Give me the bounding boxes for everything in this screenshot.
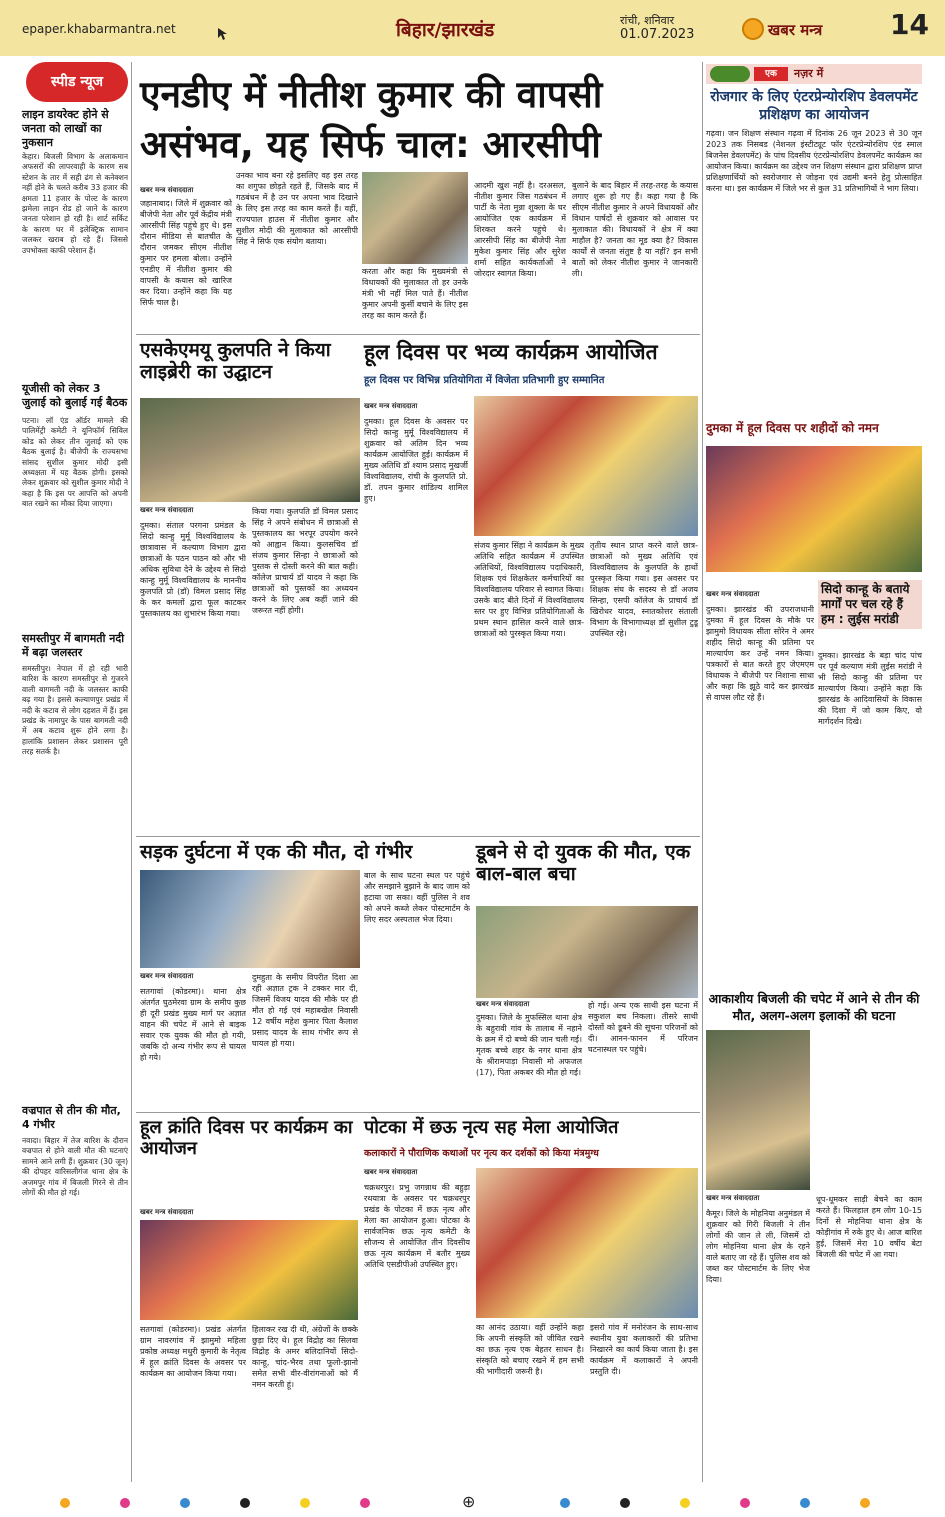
sidebar-headline: यूजीसी को लेकर 3 जुलाई को बुलाई गई बैठक [22, 382, 128, 409]
cursor-icon [218, 28, 228, 40]
article-text: करता और कहा कि मुख्यमंत्री से विधायकों की मुलाकात तो हर उनके मंत्री भी नहीं मिल पाते हैं। नीतीश कुमार अपनी कुर्सी बचाने के लिए इस तरह का काम करते हैं। [362, 267, 468, 320]
article-subhead: कलाकारों ने पौराणिक कथाओं पर नृत्य कर दर्शकों को किया मंत्रमुग्ध [364, 1148, 599, 1159]
speed-news-badge: स्पीड न्यूज [26, 62, 128, 102]
date-block [620, 14, 694, 42]
edition-title: बिहार/झारखंड [396, 19, 495, 41]
color-dot [620, 1498, 630, 1508]
section-divider [136, 836, 700, 837]
city-day: रांची, शनिवार [620, 14, 675, 27]
article-text: हिलाकर रख दी थी, अंग्रेजों के छक्के छुड़ा दिए थे। हूल विद्रोह का सिलवा विद्रोह के अमर बलिदानियों सिदो-कान्हू, चांद-भैरव तथा फूलो-झानो समेत सभी वीर-वीरांगनाओं को मैं नमन करती हूं। [252, 1325, 358, 1389]
article-text: धूप-धूमकर साड़ी बेचने का काम करते हैं। फिलहाल हम लोग 10-15 दिनों से मोहनिया थाना क्षेत्र के कोड़ीगांव में रुके हुए थे। आज बारिश हुई, जिसमें मेरा 10 वर्षीय बेटा बिजली की चपेट में आ गया। [816, 1195, 922, 1259]
article-text: दुमका। संताल परगना प्रमंडल के सिदो कान्हु मुर्मू विश्वविद्यालय के छात्रावास में कल्याण विभाग द्वारा छात्राओं के पठन पाठन को और भी अधिक सुविधा देने के उद्देश्य से सिदो कान्हु मुर्मू विश्वविद्यालय के माननीय कुलपति प्रो (डॉ) विमल प्रसाद सिंह के कर कमलों द्वारा फूल काटकर पुस्तकालय का शुभारंभ किया गया। [140, 521, 246, 618]
event-photo [140, 1220, 358, 1320]
accident-photo [140, 870, 360, 968]
color-dot [180, 1498, 190, 1508]
article-text: बुलाने के बाद बिहार में तरह-तरह के कयास लगाए शुरू हो गए हैं। कहा गया है कि सीएम नीतीश कुमार ने अपने विधायकों और विधान पार्षदों से शुक्रवार को आवास पर मुलाकात की। विधायकों ने क्षेत्र में क्या माहौल है? जनता का मूड क्या है? विकास कार्यों से जनता संतुष्ट है या नहीं? इन सभी बातों को लेकर नीतीश कुमार ने जानकारी ली। [572, 181, 698, 278]
byline: खबर मन्त्र संवाददाता [140, 506, 194, 514]
article-headline: सिदो कान्हू के बताये मार्गों पर चल रहे हैं हम : लुईस मरांडी [818, 580, 922, 629]
sidebar-text: नवादा। बिहार में तेज बारिश के दौरान वज्रपात से होने वाली मौत की घटनाएं सामने आने लगी हैं। शुक्रवार (30 जून) की दोपहर वारिसलीगंज थाना क्षेत्र के अजमपुर गांव में बिजली गिरने से तीन लोगों की मौत हो गई। [22, 1136, 128, 1198]
byline: खबर मन्त्र संवाददाता [706, 590, 760, 598]
eye-icon [710, 66, 750, 82]
article-text: दुमहुता के समीप विपरीत दिशा आ रही अज्ञात ट्रक ने टक्कर मार दी, जिसमें विजय यादव की मौके पर ही मौत हो गई एवं महाबखेल निवासी 12 वर्षीय महेश कुमार पिता कैलाश प्रसाद यादव के साथ गंभीर रूप से घायल हो गया। [252, 973, 358, 1048]
portrait-photo [362, 172, 468, 264]
brand-logo-icon [742, 18, 764, 40]
sidebar-headline: वज्रपात से तीन की मौत, 4 गंभीर [22, 1104, 121, 1131]
color-dot [120, 1498, 130, 1508]
tribute-photo [706, 446, 922, 572]
sidebar-text: समस्तीपुर। नेपाल में हो रही भारी बारिश के कारण समस्तीपुर से गुजरने वाली बागमती नदी के जलस्तर काफी बढ़ गया है। इससे कल्याणपुर प्रखंड में नदी के कटाव से लोग दहशत में हैं। इस प्रखंड के नामापुर के पास बागमती नदी में अब कटाव शुरू होने लगा है। हालांकि प्रशासन लेकर प्रशासन पूरी तरह सतर्क है। [22, 664, 128, 757]
article-text: किया गया। कुलपति डॉ विमल प्रसाद सिंह ने अपने संबोधन में छात्राओं से पुस्तकालय का भरपूर उपयोग करने को आह्वान किया। कुलसचिव डॉ संजय कुमार सिन्हा ने छात्राओं को पुस्तक से दोस्ती करने की बात कही। कॉलेज प्राचार्य डॉ यादव ने कहा कि छात्राओं को पुस्तकों का अध्ययन करने के लिए अब कहीं जाने की जरूरत नहीं होगी। [252, 507, 358, 615]
sidebar-headline: लाइन डायरेक्ट होने से जनता को लाखों का नुकसान [22, 108, 109, 149]
site-url[interactable]: epaper.khabarmantra.net [22, 22, 176, 36]
issue-date: 01.07.2023 [620, 27, 695, 42]
article-text: दुमका। झारखंड की उपराजधानी दुमका में हूल दिवस के मौके पर झामुमो विधायक सीता सोरेन ने अमर शहीद सिदो कान्हू की प्रतिमा पर माल्यार्पण कर उन्हें नमन किया। पत्रकारों से बात करते हुए जेएमएम विधायक ने बीजेपी पर निशाना साधा और कहा कि झूठे वादे कर झारखंड से वापस लौट रहे हैं। [706, 605, 814, 702]
article-text: गढ़वा। जन शिक्षण संस्थान गढ़वा में दिनांक 26 जून 2023 से 30 जून 2023 तक निसबड (नेशनल इंस्टीट्यूट फॉर एंटरप्रेन्योरशिप एंड स्माल बिजनेस डेवलपमेंट) के पांच दिवसीय एंटरप्रेन्योरशिप डेवलपमेंट कार्यक्रम का आयोजन किया। कार्यक्रम का उद्देश्य जन शिक्षण संस्थान द्वारा प्रशिक्षण प्राप्त प्रशिक्षणार्थियों को स्वरोजगार से जोड़ना एवं उद्यमी बनने हेतु प्रोत्साहित करना था। इस कार्यक्रम में जिले भर से कुल 31 प्रतिभागियों ने भाग लिया। [706, 129, 922, 193]
article-headline: रोजगार के लिए एंटरप्रेन्योरशिप डेवलपमेंट प्रशिक्षण का आयोजन [710, 89, 918, 123]
color-dot [740, 1498, 750, 1508]
column-divider [131, 62, 132, 1482]
article-text: जहानाबाद। जिले में शुक्रवार को बीजेपी नेता और पूर्व केंद्रीय मंत्री आरसीपी सिंह पहुंचे हुए थे। इस दौरान मीडिया से बातचीत के दौरान जमकर सीएम नीतीश कुमार पर हमला बोला। उन्होंने एनडीए में नीतीश कुमार की वापसी के कयास को खारिज कर दिया। उन्होंने कहा कि यह सिर्फ चाल है। [140, 199, 232, 307]
sidebar-text: पटना। लॉ एंड ऑर्डर मामले की पालिमेंट्री कमेटी ने यूनिफॉर्म सिविल कोड को लेकर तीन जुलाई को एक बैठक बुलाई है। बीजेपी के राज्यसभा सांसद सुशील कुमार मोदी इसी अध्यक्षता में यह बैठक होगी। इसको लेकर शुक्रवार को सुशील कुमार मोदी ने कहा है कि इस पर आपत्ति को अपनी बात रखने का मौका दिया जाएगा। [22, 416, 128, 509]
brand-name: खबर मन्त्र [768, 21, 823, 39]
main-headline: एनडीए में नीतीश कुमार की वापसी असंभव, यह सिर्फ चाल: आरसीपी [140, 73, 603, 166]
sidebar-text: केहार। बिजली विभाग के अलाकमान अफसरों की लापरवाही के कारण सब स्टेशन के तार में सही ढंग से कनेक्शन नहीं होने के चलते करीब 33 हजार की क्षमता 11 हजार के पोल्ट के कारण झमेला लाइन रोड हो जाने के कारण जनता परेशान हो रही है। शार्ट सर्किट के कारण घर में इलेक्ट्रिक सामान जलकर खराब हो रहे हैं। जिससे उपभोक्ता काफी परेशान हैं। [22, 152, 128, 255]
article-text: कैमूर। जिले के मोहनिया अनुमंडल में शुक्रवार को गिरी बिजली ने तीन लोगों की जान ले ली, जिसमें दो लोग मोहनिया थाना क्षेत्र के रहने वाले बताए जा रहे हैं। पुलिस शव को जब्त कर पोस्टमार्टम के लिए भेज दिया। [706, 1209, 810, 1284]
byline: खबर मन्त्र संवाददाता [476, 1000, 530, 1008]
color-dot [240, 1498, 250, 1508]
sidebar-headline: समस्तीपुर में बागमती नदी में बढ़ा जलस्तर [22, 632, 125, 659]
article-text: इसरो गांव में मनोरंजन के साथ-साथ स्थानीय युवा कलाकारों की प्रतिभा निखारने का कार्य किया जाता है। इस कार्यक्रम में कलाकारों ने अपनी प्रस्तुति दी। [590, 1323, 698, 1376]
byline: खबर मन्त्र संवाददाता [364, 1168, 418, 1176]
byline: खबर मन्त्र संवाददाता [364, 402, 418, 410]
byline: खबर मन्त्र संवाददाता [706, 1194, 760, 1202]
article-text: चक्रधरपुर। प्रभु जगन्नाथ की बहुड़ा रथयात्रा के अवसर पर चक्रधरपुर प्रखंड के पोटका में छऊ नृत्य और मेला का आयोजन हुआ। पोटका के सार्वजनिक छऊ नृत्य कमेटी के सौजन्य से आयोजित तीन दिवसीय छऊ नृत्य कार्यक्रम में बतौर मुख्य अतिथि एसडीपीओ उपस्थित हुए। [364, 1183, 470, 1269]
article-headline: एसकेएमयू कुलपति ने किया लाइब्रेरी का उद्घाटन [140, 339, 331, 383]
registration-mark-icon: ⊕ [462, 1492, 476, 1511]
tag-ek: एक [754, 67, 788, 81]
article-headline: हूल दिवस पर भव्य कार्यक्रम आयोजित [364, 340, 658, 364]
article-text: आदमी खुश नहीं है। दरअसल, नीतीश कुमार जिस गठबंधन में पार्टी के नेता मुन्ना शुक्ला के घर आयोजित एक कार्यक्रम में शिरकत करने पहुंचे थे। आरसीपी सिंह का बीजेपी नेता मुकेश कुमार सिंह और सुरेश शर्मा सहित कार्यकर्ताओं ने जोरदार स्वागत किया। [474, 181, 566, 278]
library-photo [140, 398, 360, 502]
tag-label: नज़र में [794, 67, 824, 80]
article-subhead: हूल दिवस पर विभिन्न प्रतियोगिता में विजेता प्रतिभागी हुए सम्मानित [364, 375, 605, 386]
color-dot [680, 1498, 690, 1508]
article-text: दुमका। झारखंड के बड़ा चांद पांच पर पूर्व कल्याण मंत्री लुईस मरांडी ने भी सिदो कान्हु की प्रतिमा पर माल्यार्पण किया। उन्होंने कहा कि झारखंड के आदिवासियों के विकास की दिशा में जो काम किए, वो मार्गदर्शन दिखे। [818, 651, 922, 726]
article-headline: डूबने से दो युवक की मौत, एक बाल-बाल बचा [476, 841, 691, 885]
article-headline: सड़क दुर्घटना में एक की मौत, दो गंभीर [140, 841, 413, 863]
section-divider [136, 334, 700, 335]
article-headline: पोटका में छऊ नृत्य सह मेला आयोजित [364, 1117, 619, 1138]
color-dot [360, 1498, 370, 1508]
article-text: सतगावां (कोडरमा)। प्रखंड अंतर्गत ग्राम नावरगांव में झामुमो महिला प्रकोष्ठ अध्यक्ष मधुरी कुमारी के नेतृत्व में हूल क्रांति दिवस के अवसर पर कार्यक्रम का आयोजन किया गया। [140, 1325, 246, 1378]
dance-photo [476, 1168, 698, 1318]
column-divider [702, 62, 703, 1482]
article-text: हो गई। अन्य एक साथी इस घटना में सकुशल बच निकला। तीसरे साथी दोस्तों को डूबने की सूचना परिजनों को दी। आनन-फानन में परिजन घटनास्थल पर पहुंचे। [588, 1001, 698, 1054]
drowning-photo [476, 906, 698, 998]
village-photo [706, 1030, 810, 1190]
color-dot [60, 1498, 70, 1508]
color-dot [560, 1498, 570, 1508]
page-number: 14 [890, 8, 929, 41]
article-text: का आनंद उठाया। वहीं उन्होंने कहा कि अपनी संस्कृति को जीवित रखने का छऊ नृत्य एक बेहतर साधन है। संस्कृति को बचाए रखने में हम सभी की भागीदारी जरूरी है। [476, 1323, 584, 1376]
ceremony-photo [474, 396, 698, 536]
byline: खबर मन्त्र संवाददाता [140, 186, 194, 194]
article-headline: दुमका में हूल दिवस पर शहीदों को नमन [706, 421, 879, 435]
color-dot [300, 1498, 310, 1508]
color-dot [860, 1498, 870, 1508]
article-text: तृतीय स्थान प्राप्त करने वाले छात्र-छात्राओं को मुख्य अतिथि एवं विश्वविद्यालय के कुलपति के हाथों पुरस्कृत किया गया। इस अवसर पर शिक्षक संघ के सदस्य से डॉ अजय सिन्हा, एसपी कॉलेज के प्राचार्य डॉ खिरोधर यादव, स्नातकोत्तर संताली विभाग के विभागाध्यक्ष डॉ सुशील टुडू उपस्थित रहे। [590, 541, 698, 638]
article-headline: आकाशीय बिजली की चपेट में आने से तीन की मौत, अलग-अलग इलाकों की घटना [708, 991, 920, 1023]
article-text: बाल के साथ घटना स्थल पर पहुंचे और समझाने बुझाने के बाद जाम को हटाया जा सका। वहीं पुलिस ने शव को अपने कब्जे लेकर पोस्टमार्टम के लिए सदर अस्पताल भेज दिया। [364, 871, 470, 924]
section-divider [136, 1112, 700, 1113]
byline: खबर मन्त्र संवाददाता [140, 1208, 194, 1216]
article-text: सतगावां (कोडरमा)। थाना क्षेत्र अंतर्गत घुठमेरवा ग्राम के समीप कुछ ही दूरी प्रखंड मुख्य मार्ग पर अज्ञात वाहन की चपेट में आने से बाइक सवार एक युवक की मौत हो गयी, जबकि दो अन्य गंभीर रूप से घायल हो गये। [140, 987, 246, 1062]
article-headline: हूल क्रांति दिवस पर कार्यक्रम का आयोजन [140, 1117, 353, 1159]
byline: खबर मन्त्र संवाददाता [140, 972, 194, 980]
article-text: दुमका। हूल दिवस के अवसर पर सिदो कान्हु मुर्मू विश्वविद्यालय में शुक्रवार को अतिम दिन भव्य कार्यक्रम आयोजित हुई। कार्यक्रम में मुख्य अतिथि डॉ श्याम प्रसाद मुखर्जी विश्वविद्यालय, रांची के कुलपति प्रो. डॉ. तपन कुमार शांडिल्य शामिल हुए। [364, 417, 468, 503]
article-text: दुमका। जिले के मुफस्सिल थाना क्षेत्र के बहुरावी गांव के तालाब में नहाने के क्रम में दो बच्चे की जान चली गई। मृतक बच्चे शहर के नगर थाना क्षेत्र के श्रीरामपाड़ा निवासी मो अफजल (17), पिता अकबर की मौत हो गई। [476, 1013, 582, 1077]
color-dot [800, 1498, 810, 1508]
article-text: संजय कुमार सिंहा ने कार्यक्रम के मुख्य अतिथि सहित कार्यक्रम में उपस्थित अतिथियों, विश्वविद्यालय पदाधिकारी, शिक्षक एवं शिक्षकेतर कर्मचारियों का विश्वविद्यालय परिवार से स्वागत किया। उसके बाद बीते दिनों में विश्वविद्यालय स्तर पर हुए विभिन्न प्रतियोगिताओं के प्रथम स्थान हासिल करने वाले छात्र-छात्राओं को पुरस्कृत किया गया। [474, 541, 584, 638]
article-text: उनका भाव बना रहे इसलिए वह इस तरह का शगुफा छोड़ते रहते हैं, जिसके बाद में गठबंधन में है उन पर अपना भाव दिखाने के लिए इस तरह का काम करते हैं। वहीं, राज्यपाल हाउस में नीतीश कुमार और सुशील मोदी की मुलाकात को आरसीपी सिंह ने सिर्फ एक संयोग बताया। [236, 171, 358, 246]
